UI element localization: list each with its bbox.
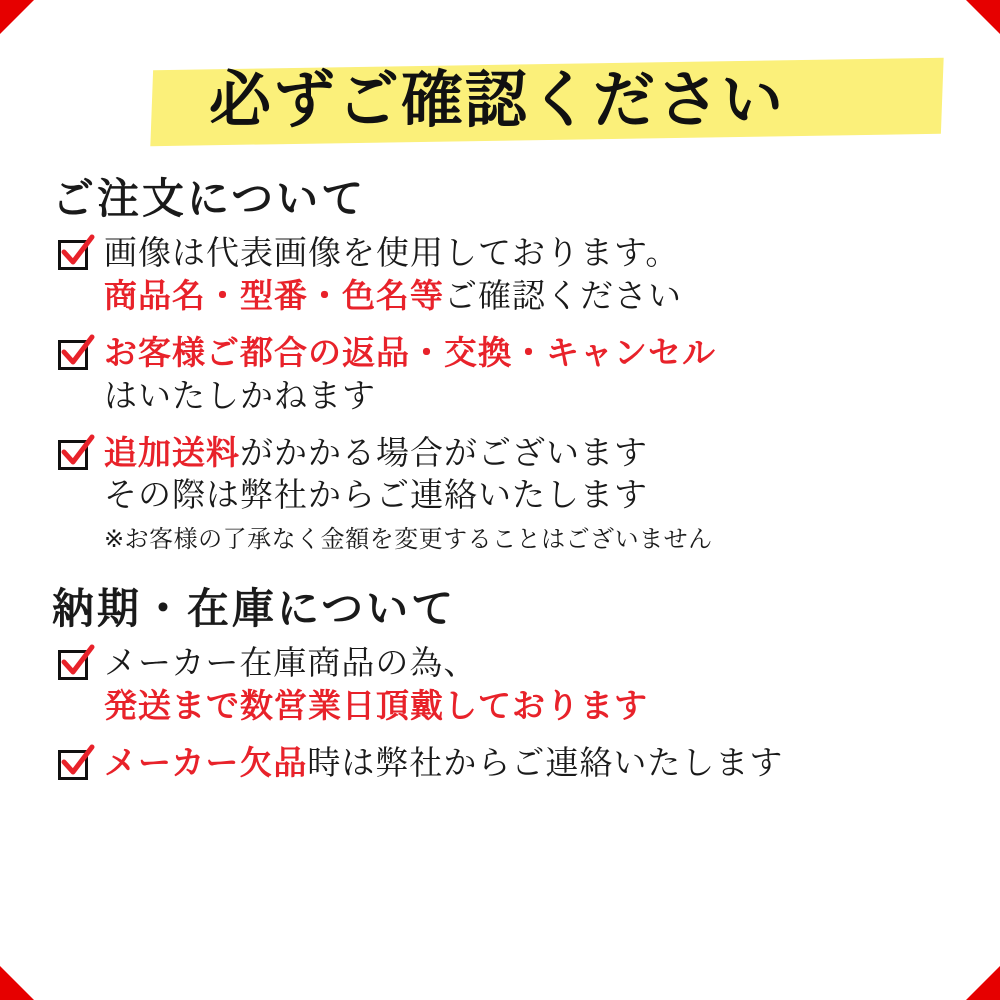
emphasis-text: お客様ご都合の返品・交換・キャンセル bbox=[104, 332, 716, 372]
notice-line bbox=[104, 642, 956, 685]
body-text: 時は弊社からご連絡いたします bbox=[307, 743, 784, 783]
checkbox-checked-icon bbox=[56, 236, 96, 276]
notice-line bbox=[104, 432, 956, 475]
corner-accent-top-left bbox=[0, 0, 34, 34]
notice-line bbox=[104, 332, 956, 375]
body-text: ご確認ください bbox=[444, 275, 682, 315]
corner-accent-bottom-right bbox=[966, 966, 1000, 1000]
emphasis-text: 商品名・型番・色名等 bbox=[104, 275, 444, 315]
page-title: 必ずご確認ください bbox=[208, 63, 785, 136]
notice-item-text bbox=[104, 642, 956, 728]
checkbox-checked-icon bbox=[56, 436, 96, 476]
corner-accent-top-right bbox=[966, 0, 1000, 34]
notice-line bbox=[104, 375, 956, 418]
checkbox-checked-icon bbox=[56, 746, 96, 786]
body-text: その際は弊社からご連絡いたします bbox=[104, 475, 648, 515]
notice-item bbox=[52, 432, 956, 555]
notice-item bbox=[52, 232, 956, 318]
body-text: 画像は代表画像を使用しております。 bbox=[104, 233, 680, 272]
notice-line bbox=[104, 685, 956, 728]
notice-line bbox=[104, 232, 956, 275]
notice-footnote: ※お客様の了承なく金額を変更することはございません bbox=[104, 525, 713, 554]
body-text: はいたしかねます bbox=[104, 375, 376, 415]
page-title-block bbox=[44, 44, 956, 156]
notice-line bbox=[104, 742, 956, 785]
notice-line bbox=[104, 474, 956, 517]
emphasis-text: メーカー欠品 bbox=[104, 743, 308, 783]
body-text: メーカー在庫商品の為、 bbox=[104, 643, 478, 683]
corner-accent-bottom-left bbox=[0, 966, 34, 1000]
section-heading: ご注文について bbox=[52, 174, 367, 223]
emphasis-text: 発送まで数営業日頂戴しております bbox=[104, 686, 648, 726]
notice-item-text bbox=[104, 432, 956, 555]
checkbox-checked-icon bbox=[56, 336, 96, 376]
notice-item bbox=[52, 642, 956, 728]
checkbox-checked-icon bbox=[56, 646, 96, 686]
emphasis-text: 追加送料 bbox=[104, 432, 240, 472]
notice-line bbox=[104, 275, 956, 318]
notice-item-text bbox=[104, 742, 956, 785]
notice-item bbox=[52, 332, 956, 418]
section-heading: 納期・在庫について bbox=[52, 584, 457, 634]
sections-container bbox=[44, 166, 956, 786]
notice-item-text bbox=[104, 232, 956, 318]
body-text: がかかる場合がございます bbox=[240, 432, 648, 472]
notice-item-text bbox=[104, 332, 956, 418]
notice-item bbox=[52, 742, 956, 786]
